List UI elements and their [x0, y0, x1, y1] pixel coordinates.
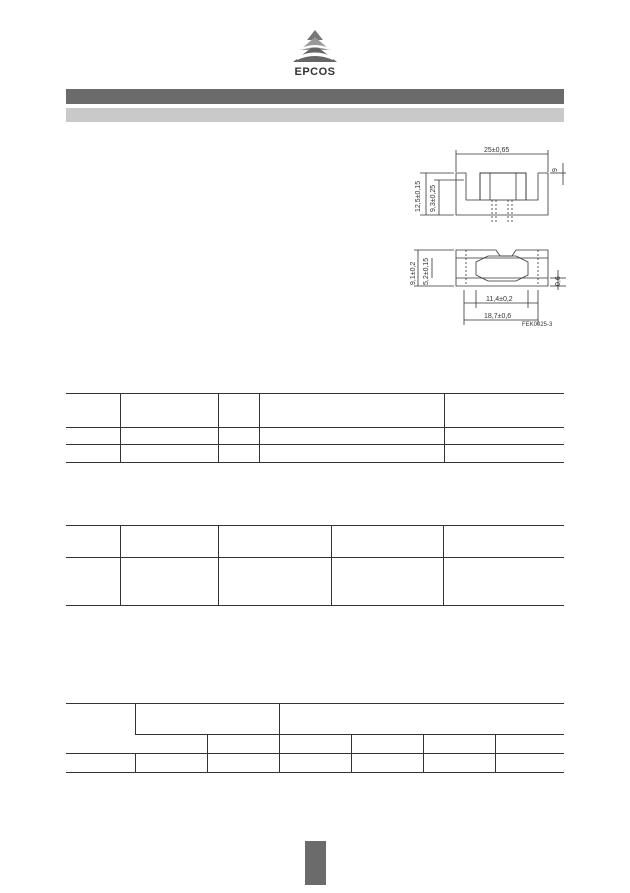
table-row: [66, 526, 564, 558]
page-number-box: [305, 841, 326, 885]
brand-name: EPCOS: [294, 66, 336, 78]
table-row: [66, 754, 564, 773]
dim-right-small: 0,6: [555, 276, 562, 286]
table-row: [66, 704, 564, 735]
table-cell: [351, 735, 423, 754]
table-cell: [219, 394, 260, 428]
table-cell: [495, 754, 564, 773]
table-cell: [66, 394, 121, 428]
dim-height-left: 12,5±0,15: [415, 180, 422, 212]
table-cell: [136, 735, 208, 754]
table-cell: [121, 428, 219, 445]
table-cell: [207, 735, 279, 754]
dim-window-height: 9,3±0,25: [430, 184, 437, 212]
table-cell: [121, 445, 219, 463]
table-cell: [207, 754, 279, 773]
table-cell: [279, 754, 351, 773]
dim-width-top: 25±0,65: [484, 147, 510, 154]
table-cell: [66, 526, 121, 558]
subheader-bar: [66, 108, 564, 122]
table-row: [66, 428, 564, 445]
table-cell: [136, 754, 208, 773]
table-row: [66, 445, 564, 463]
table-2: [66, 525, 564, 606]
table-cell: [351, 754, 423, 773]
table-cell: [121, 558, 219, 606]
table-cell: [121, 394, 219, 428]
table-row: [66, 394, 564, 428]
table-cell: [423, 735, 495, 754]
table-cell: [260, 445, 445, 463]
table-cell: [279, 735, 351, 754]
epcos-logo: [285, 28, 345, 80]
table-cell: [445, 445, 565, 463]
table-cell: [136, 704, 280, 735]
table-cell: [121, 526, 219, 558]
header-bar: [66, 89, 564, 104]
table-1: [66, 393, 564, 463]
dim-height-bottom: 9,1±0,2: [410, 261, 417, 285]
table-cell: [332, 558, 444, 606]
table-cell: [260, 394, 445, 428]
table-cell: [332, 526, 444, 558]
dim-leg-right: 9: [552, 168, 559, 172]
core-dimension-drawing: [408, 140, 568, 340]
table-cell: [495, 735, 564, 754]
dim-inner-height: 5,2±0,15: [423, 257, 430, 285]
table-row: [66, 735, 564, 754]
table-cell: [219, 526, 332, 558]
table-cell: [445, 428, 565, 445]
dim-outer-width: 18,7±0,6: [484, 313, 512, 320]
table-cell: [66, 558, 121, 606]
table-cell: [445, 394, 565, 428]
table-cell: [279, 704, 564, 735]
table-cell: [66, 428, 121, 445]
dim-inner-width: 11,4±0,2: [486, 296, 513, 303]
table-cell: [444, 558, 565, 606]
table-cell: [219, 428, 260, 445]
table-cell: [423, 754, 495, 773]
table-row: [66, 558, 564, 606]
table-cell: [260, 428, 445, 445]
table-cell: [219, 558, 332, 606]
table-3: [66, 703, 564, 773]
table-cell: [66, 754, 136, 773]
table-cell: [66, 704, 136, 754]
table-cell: [444, 526, 565, 558]
figure-id: FEK0025-3: [522, 322, 553, 328]
table-cell: [219, 445, 260, 463]
table-cell: [66, 445, 121, 463]
epcos-logo-mark: [285, 28, 345, 66]
